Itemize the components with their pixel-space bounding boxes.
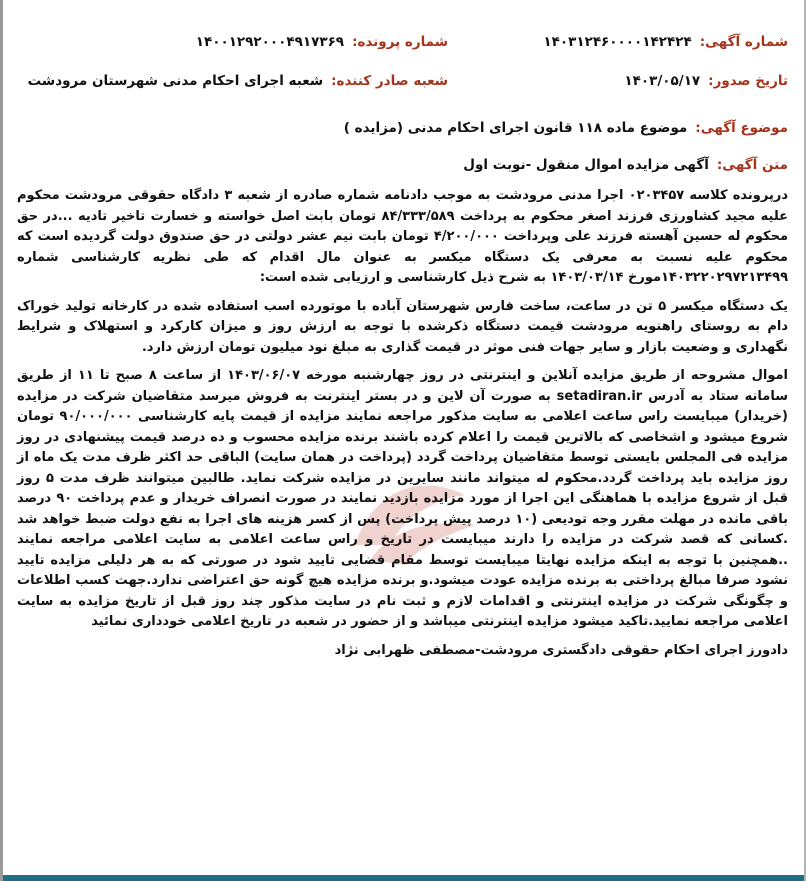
issuer-value: شعبه اجرای احکام مدنی شهرستان مرودشت <box>27 73 324 89</box>
ad-number-value: ۱۴۰۳۱۲۴۶۰۰۰۰۱۴۲۴۲۴ <box>543 34 692 50</box>
notice-body <box>17 186 788 669</box>
subject-label: موضوع آگهی: <box>695 120 788 136</box>
body-paragraph-item: یک دستگاه میکسر ۵ تن در ساعت، ساخت فارس شهرستان آباده با موتورده اسب استفاده شده در کارخانه تولید خوراک دام به روستای راهنویه مرودشت قیمت دستگاه ذکرشده با توجه به ارزش روز و میزان کارکرد و استهلاک و شرایط نگهداری و وضعیت بازار و سایر جهات فنی موثر در قیمت گذاری به مبلغ نود میلیون تومان ارزش دارد. <box>17 298 788 355</box>
issue-date-label: تاریخ صدور: <box>708 73 788 89</box>
body-paragraph-case: درپرونده کلاسه ۰۲۰۳۴۵۷ اجرا مدنی مرودشت به موجب دادنامه شماره صادره از شعبه ۳ دادگاه حقوقی مرودشت محکوم علیه مجید کشاورزی فرزند اصغر محکوم به پرداخت ۸۴/۳۳۳/۵۸۹ تومان بابت اصل خواسته و خسارت تاخیر تادیه ...در حق محکوم له حسین آهسته فرزند علی وپرداخت ۴/۲۰۰/۰۰۰ تومان بابت نیم عشر دولتی در حق صندوق دولت گردیده است که محکوم علیه نسبت به معرفی یک دستگاه میکسر به عنوان مال اقدام که طی نظریه کارشناسی شماره ۱۴۰۳۲۲۰۲۹۷۲۱۳۴۹۹مورخ ۱۴۰۳/۰۳/۱۴ به شرح ذیل کارشناسی و ارزیابی شده است: <box>17 188 789 285</box>
issuer-row <box>28 73 448 89</box>
ad-text-value: آگهی مزایده اموال منقول -نوبت اول <box>463 157 709 173</box>
ad-number-row <box>543 34 788 50</box>
ad-text-row <box>463 157 788 173</box>
subject-row <box>344 120 788 136</box>
issue-date-value: ۱۴۰۳/۰۵/۱۷ <box>624 73 701 89</box>
ad-text-label: متن آگهی: <box>716 157 788 173</box>
ad-number-label: شماره آگهی: <box>699 34 788 50</box>
case-number-label: شماره پرونده: <box>352 34 448 50</box>
signature: دادورز اجرای احکام حقوقی دادگستری مرودشت-مصطفی ظهرابی نژاد <box>334 642 788 658</box>
subject-value: موضوع ماده ۱۱۸ قانون اجرای احکام مدنی (مزایده ) <box>343 120 688 136</box>
case-number-row <box>196 34 448 50</box>
bottom-bar <box>3 875 804 881</box>
issuer-label: شعبه صادر کننده: <box>331 73 448 89</box>
body-paragraph-auction: اموال مشروحه از طریق مزایده آنلاین و اینترنتی در روز چهارشنبه مورخه ۱۴۰۳/۰۶/۰۷ از ساعت ۸ صبح تا ۱۱ از طریق سامانه ستاد به آدرس setadiran.ir به صورت آن لاین و در بستر اینترنت به فروش میرسد متقاضیان شرکت در مزایده (خریدار) میبایست راس ساعت اعلامی به سایت مذکور مراجعه نمایند مزایده از قیمت پایه کارشناسی ۹۰/۰۰۰/۰۰۰ تومان شروع میشود و اشخاصی که بالاترین قیمت را اعلام کرده باشند برنده مزایده محسوب و ده درصد قیمت پیشنهادی در روز مزایده فی المجلس بایستی توسط متقاضیان پرداخت گردد (پرداخت در همان سایت) الباقی حد اکثر ظرف مدت یک ماه از روز مزایده باید پرداخت گردد.محکوم له میتواند مانند سایرین در مزایده شرکت نماید. طالبین میتوانند ظرف مدت ۵ روز قبل از شروع مزایده با هماهنگی این اجرا از مورد مزایده بازدید نمایند در صورت انصراف خریدار و عدم پرداخت ۹۰ درصد باقی مانده در مهلت مقرر وجه تودیعی (۱۰ درصد پیش پرداخت) پس از کسر هزینه های اجرا به نفع دولت ضبط خواهد شد .کسانی که قصد شرکت در مزایده را دارند میبایست در تاریخ و راس ساعت اعلامی به سایت اعلامی مراجعه نمایند ..همچنین با توجه به اینکه مزایده نهایتا میبایست توسط مقام قضایی تایید شود در صورتی که به هر دلیلی مزایده تایید نشود صرفا مبالغ پرداختی به برنده مزایده عودت میشود.و برنده مزایده هیچ گونه حق اعتراضی ندارد.جهت کسب اطلاعات و چگونگی شرکت در مزایده اینترنتی و اقدامات لازم و ثبت نام در سایت مذکور چند روز قبل از تاریخ مزایده به سایت اعلامی مراجعه نمایید.تاکید میشود مزایده اینترنتی میباشد و از حضور در شعبه در تاریخ اعلامی خودداری نمائید <box>17 368 788 629</box>
case-number-value: ۱۴۰۰۱۲۹۲۰۰۰۴۹۱۷۳۶۹ <box>195 34 345 50</box>
issue-date-row <box>624 73 788 89</box>
